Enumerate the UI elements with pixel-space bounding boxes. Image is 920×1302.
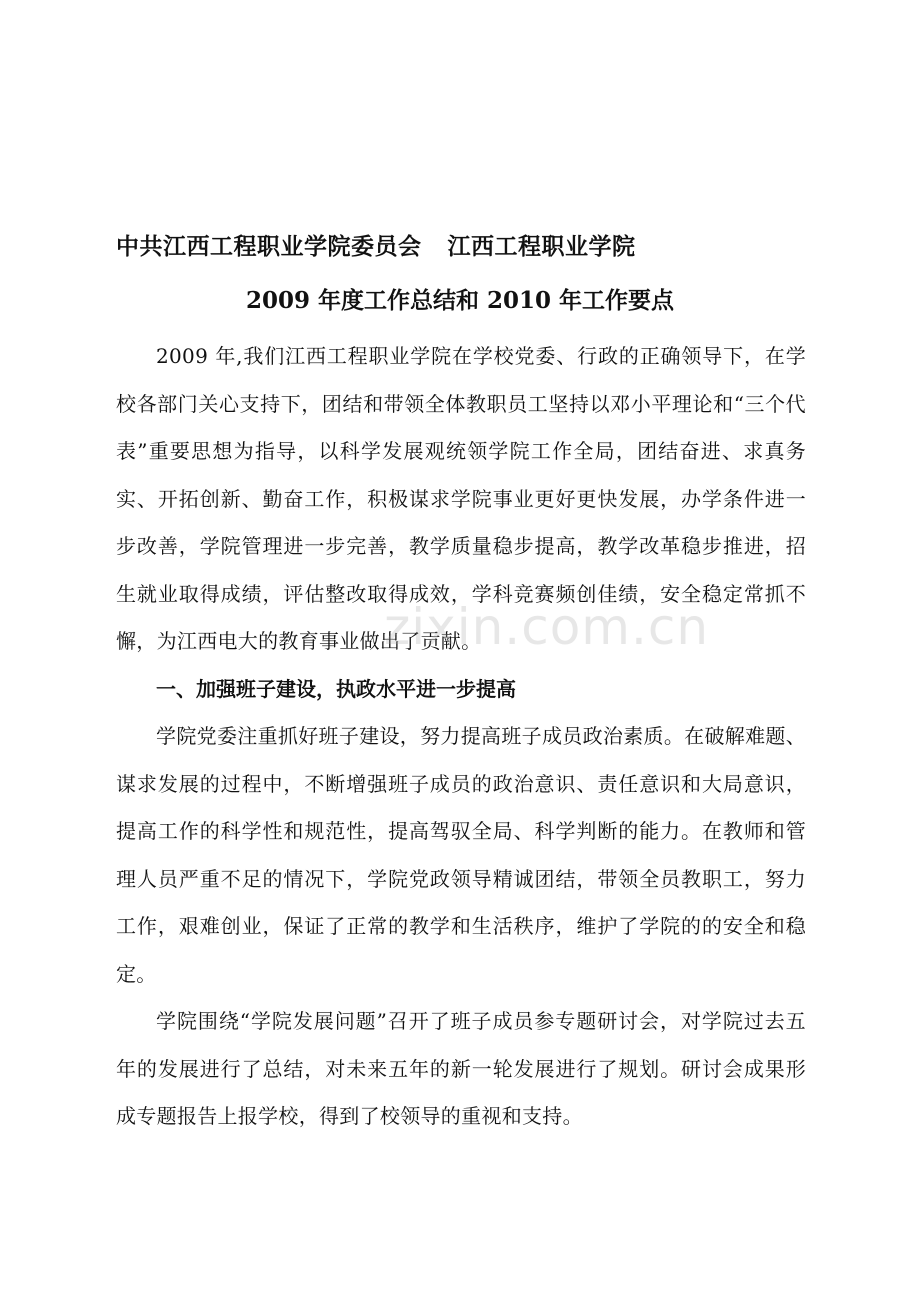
title-party-committee: 中共江西工程职业学院委员会 <box>116 233 422 260</box>
document-body <box>116 333 806 1141</box>
watermark: zixin.com.cn <box>384 598 710 656</box>
document-title-line2: 2009 年度工作总结和 2010 年工作要点 <box>245 287 675 314</box>
section1-paragraph-2: 学院围绕“学院发展问题”召开了班子成员参专题研讨会，对学院过去五年的发展进行了总结，对未来五年的新一轮发展进行了规划。研讨会成果形成专题报告上报学校，得到了校领导的重视和支持。 <box>116 1009 806 1128</box>
intro-paragraph: 2009 年,我们江西工程职业学院在学校党委、行政的正确领导下，在学校各部门关心支持下，团结和带领全体教职员工坚持以邓小平理论和“三个代表”重要思想为指导，以科学发展观统领学院工作全局，团结奋进、求真务实、开拓创新、勤奋工作，积极谋求学院事业更好更快发展，办学条件进一步改善，学院管理进一步完善，教学质量稳步提高，教学改革稳步推进，招生就业取得成绩，评估整改取得成效，学科竞赛频创佳绩，安全稳定常抓不懈，为江西电大的教育事业做出了贡献。 <box>116 344 806 653</box>
title-college: 江西工程职业学院 <box>447 233 636 260</box>
document-title-line1 <box>116 228 636 261</box>
section-heading-1: 一、加强班子建设，执政水平进一步提高 <box>156 676 516 701</box>
section1-paragraph-1: 学院党委注重抓好班子建设，努力提高班子成员政治素质。在破解难题、谋求发展的过程中，不断增强班子成员的政治意识、责任意识和大局意识，提高工作的科学性和规范性，提高驾驭全局、科学判断的能力。在教师和管理人员严重不足的情况下，学院党政领导精诚团结，带领全员教职工，努力工作，艰难创业，保证了正常的教学和生活秩序，维护了学院的的安全和稳定。 <box>116 724 806 986</box>
